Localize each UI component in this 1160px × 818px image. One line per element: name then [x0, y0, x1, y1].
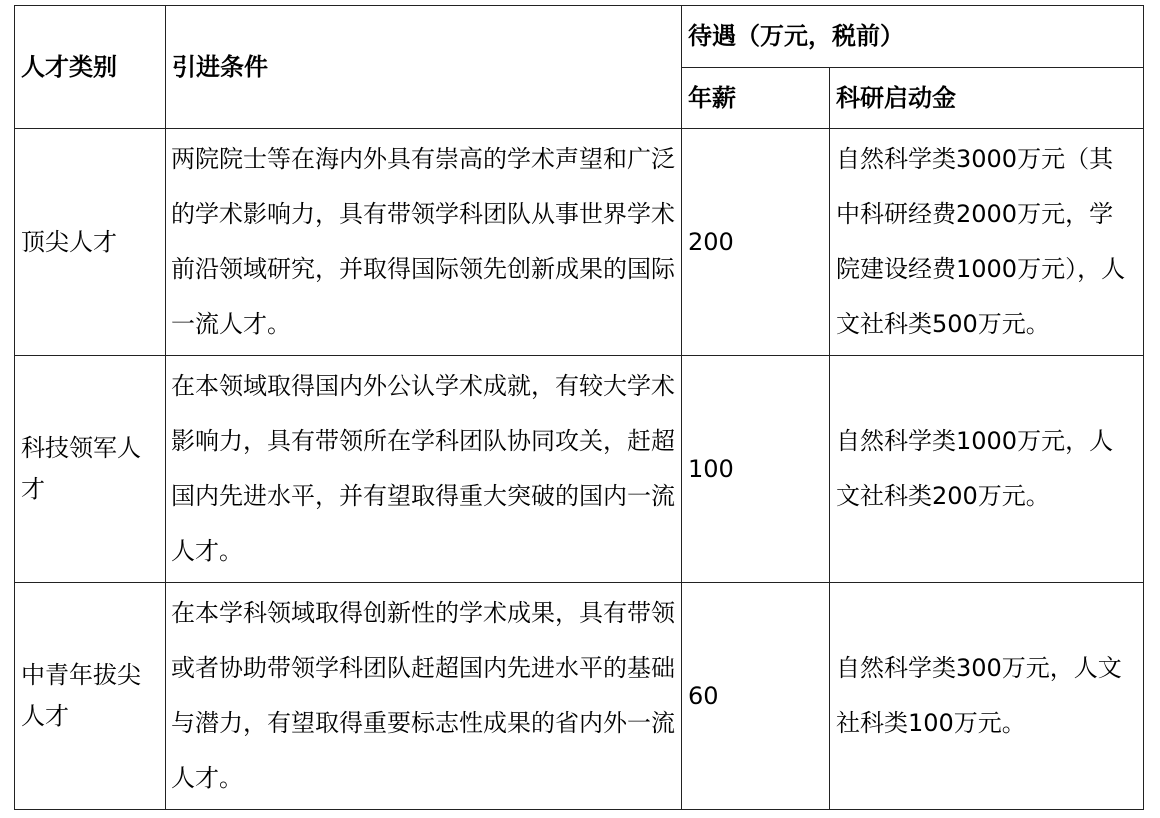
header-category: 人才类别 — [15, 6, 166, 129]
header-row — [15, 6, 1144, 68]
header-startup: 科研启动金 — [830, 68, 1144, 129]
talent-table — [14, 5, 1144, 810]
row-category: 中青年拔尖人才 — [15, 583, 166, 810]
table-row — [15, 129, 1144, 356]
header-treatment: 待遇（万元，税前） — [682, 6, 1144, 68]
header-condition: 引进条件 — [166, 6, 682, 129]
row-salary: 200 — [682, 129, 830, 356]
row-condition: 在本学科领域取得创新性的学术成果，具有带领或者协助带领学科团队赶超国内先进水平的基础与潜力，有望取得重要标志性成果的省内外一流人才。 — [166, 583, 682, 810]
table-row — [15, 356, 1144, 583]
row-condition: 两院院士等在海内外具有崇高的学术声望和广泛的学术影响力，具有带领学科团队从事世界学术前沿领域研究，并取得国际领先创新成果的国际一流人才。 — [166, 129, 682, 356]
row-startup: 自然科学类300万元，人文社科类100万元。 — [830, 583, 1144, 810]
row-category: 顶尖人才 — [15, 129, 166, 356]
row-condition: 在本领域取得国内外公认学术成就，有较大学术影响力，具有带领所在学科团队协同攻关，赶超国内先进水平，并有望取得重大突破的国内一流人才。 — [166, 356, 682, 583]
row-salary: 60 — [682, 583, 830, 810]
header-salary: 年薪 — [682, 68, 830, 129]
row-salary: 100 — [682, 356, 830, 583]
row-category: 科技领军人才 — [15, 356, 166, 583]
row-startup: 自然科学类1000万元，人文社科类200万元。 — [830, 356, 1144, 583]
row-startup: 自然科学类3000万元（其中科研经费2000万元，学院建设经费1000万元），人文社科类500万元。 — [830, 129, 1144, 356]
table-row — [15, 583, 1144, 810]
